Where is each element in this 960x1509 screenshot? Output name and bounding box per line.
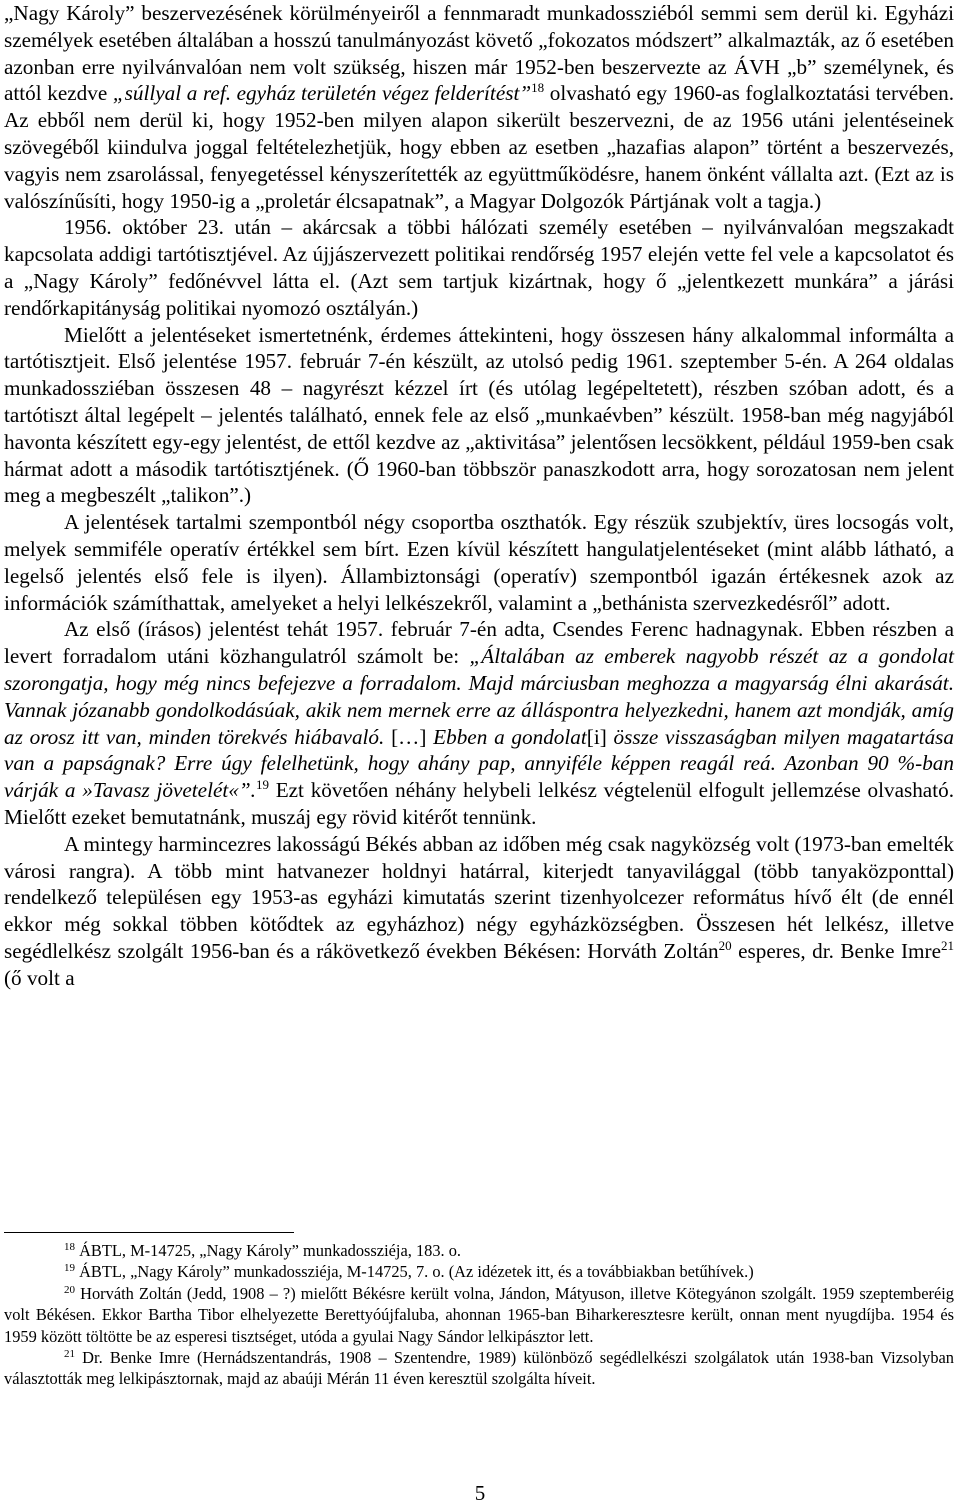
text-run: (ő volt a — [4, 965, 75, 990]
text-run: 1956. október 23. után – akárcsak a többi hálózati személy esetében – nyilvánvalóan megszakadt kapcsolata addigi tartótisztjével. Az újjászervezett politikai rendőrség 1957 elején vette fel vele a kapcsolatot és a „Nagy Károly” fedőnévvel látta el. (Azt sem tartjuk kizártnak, hogy ő „jelentkezett munkára” a járási rendőrkapitányság politikai nyomozó osztályán.) — [4, 215, 954, 320]
document-page — [4, 0, 954, 991]
quoted-text: Ebben a gondolat — [433, 724, 587, 749]
text-run: olvasható egy 1960-as foglalkoztatási tervében. Az ebből nem derül ki, hogy 1952-ben milyen alapon sikerült beszervezni, de az 1956 utáni jelentéseinek szövegéből kiindulva joggal feltételezhetjük, hogy ebben az esetben „hazafias alapon” történt a beszervezés, vagyis nem zsarolással, fenyegetéssel kényszerítették az együttműködésre, hanem önként vállalta azt. (Ezt az is valószínűsíti, hogy 1950-ig a „proletár élcsapatnak”, a Magyar Dolgozók Pártjának volt a tagja.) — [4, 81, 954, 213]
footnote-reference: 21 — [940, 937, 954, 953]
body-text — [4, 0, 954, 991]
text-run: Mielőtt a jelentéseket ismertetnénk, érdemes áttekinteni, hogy összesen hány alkalommal informálta a tartótisztjeit. Első jelentése 1957. február 7-én készült, az utolsó pedig 1961. szeptember 5-én. A 264 oldalas munkadossziéban összesen 48 – nagyrészt kézzel írt (és utólag legépeltetett), részben szóban adott, és a tartótiszt által legépelt – jelentés található, ennek fele az első „munkaévben” készült. 1958-ban még nagyjából havonta készített egy-egy jelentést, de ettől kezdve az „aktivitása” jelentősen lecsökkent, például 1959-ben csak hármat adott a második tartótisztjének. (Ő 1960-ban többször panaszkodott arra, hogy sorozatosan nem jelent meg a megbeszélt „talikon”.) — [4, 322, 954, 508]
text-run: esperes, dr. Benke Imre — [731, 938, 941, 963]
paragraph — [4, 831, 954, 992]
footnote-text: Horváth Zoltán (Jedd, 1908 – ?) mielőtt Békésre került volna, Jándon, Mátyuson, illetve Kötegyánon szolgált. 1959 szeptemberéig volt Békésen. Ekkor Bartha Tibor elhelyezette Berettyóújfaluba, ahonnan 1965-ban Biharkeresztesre került, onnan ment nyugdíjba. 1954 és 1959 között töltötte be az esperesi tisztséget, utóda a gyulai Nagy Sándor lelkipásztor lett. — [4, 1283, 954, 1346]
footnote — [4, 1283, 954, 1347]
quoted-text: „Általában az emberek nagyobb részét az a gondolat szorongatja, hogy még nincs befejezve a forradalom. Majd márciusban meghozza a magyarság élni akarását. Vannak józanabb gondolkodásúak, akik nem mernek erre az álláspontra helyezkedni, hanem azt mondják, amíg az orosz itt van, minden törekvés hiábavaló. — [4, 644, 954, 749]
paragraph — [4, 509, 954, 616]
footnote-number: 20 — [64, 1283, 75, 1296]
footnote — [4, 1261, 954, 1282]
footnote-reference: 20 — [718, 937, 732, 953]
footnote-text: Dr. Benke Imre (Hernádszentandrás, 1908 – Szentendre, 1989) különböző segédlelkészi szolgálatok után 1938-ban Vizsolyban választották meg lelkipásztornak, majd az abaúji Mérán 11 éven keresztül szolgálta híveit. — [4, 1348, 954, 1389]
text-run: [i] — [586, 724, 614, 749]
footnote-number: 18 — [64, 1241, 75, 1253]
footnote-number: 19 — [64, 1262, 75, 1275]
quoted-text: össze visszaságban milyen magatartása van a papságnak? Erre úgy felelhetünk, hogy ahány pap, annyiféle képpen reagál reá. Azonban 90 %-ban várják a »Tavasz jövetelét«”. — [4, 724, 954, 803]
footnote-text: ÁBTL, „Nagy Károly” munkadossziéja, M-14725, 7. o. (Az idézetek itt, és a továbbiakban betűhívek.) — [75, 1262, 754, 1282]
paragraph — [4, 616, 954, 830]
page-number: 5 — [474, 1481, 486, 1505]
text-run: A mintegy harmincezres lakosságú Békés abban az időben még csak nagyközség volt (1973-ban emelték városi rangra). A több mint hatvanezer holdnyi határral, kiterjedt tanyavilággal (több tanyaközponttal) rendelkező településen egy 1953-as egyházi kimutatás szerint tizenhyolcezer református hívő élt (de ennél ekkor még sokkal többen kötődtek az egyházhoz) négy egyházközségben. Összesen hét lelkész, illetve segédlelkész szolgált 1956-ban és a rákövetkező években Békésen: Horváth Zoltán — [4, 831, 954, 963]
text-run: Ezt követően néhány helybeli lelkész végtelenül elfogult jellemzése olvasható. Mielőtt ezeket bemutatnánk, muszáj egy rövid kitérőt tennünk. — [4, 778, 954, 829]
footnotes — [4, 1240, 954, 1390]
paragraph — [4, 0, 954, 214]
text-run: „Nagy Károly” beszervezésének körülményeiről a fennmaradt munkadossziéból semmi sem derül ki. Egyházi személyek esetében általában a hosszú tanulmányozást követő „fokozatos módszert” alkalmazták, az ő esetében azonban erre nyilvánvalóan nem volt szükség, hiszen már 1952-ben beszervezte az ÁVH „b” személynek, és attól kezdve — [4, 1, 954, 106]
footnote-text: ÁBTL, M-14725, „Nagy Károly” munkadossziéja, 183. o. — [75, 1241, 462, 1260]
text-run: Az első (írásos) jelentést tehát 1957. február 7-én adta, Csendes Ferenc hadnagynak. Ebben részben a levert forradalom utáni közhangulatról számolt be: — [4, 617, 954, 669]
paragraph — [4, 322, 954, 510]
footnote — [4, 1240, 954, 1261]
footnote-number: 21 — [64, 1348, 75, 1361]
footnote-separator — [4, 1232, 294, 1233]
footnote-reference: 19 — [255, 777, 269, 793]
text-run: A jelentések tartalmi szempontból négy csoportba oszthatók. Egy részük szubjektív, üres locsogás volt, melyek semmiféle operatív értékkel sem bírt. Ezen kívül készített hangulatjelentéseket (mint alább látható, a legelső jelentés első fele is ilyen). Állambiztonsági (operatív) szempontból igazán értékesnek azok az információk számíthattak, amelyeket a helyi lelkészekről, valamint a „bethánista szervezkedésről” adott. — [4, 510, 954, 615]
paragraph — [4, 214, 954, 321]
footnote — [4, 1347, 954, 1390]
quoted-text: „súllyal a ref. egyház területén végez felderítést” — [112, 81, 532, 106]
text-run: […] — [391, 724, 434, 749]
footnote-reference: 18 — [531, 80, 545, 96]
